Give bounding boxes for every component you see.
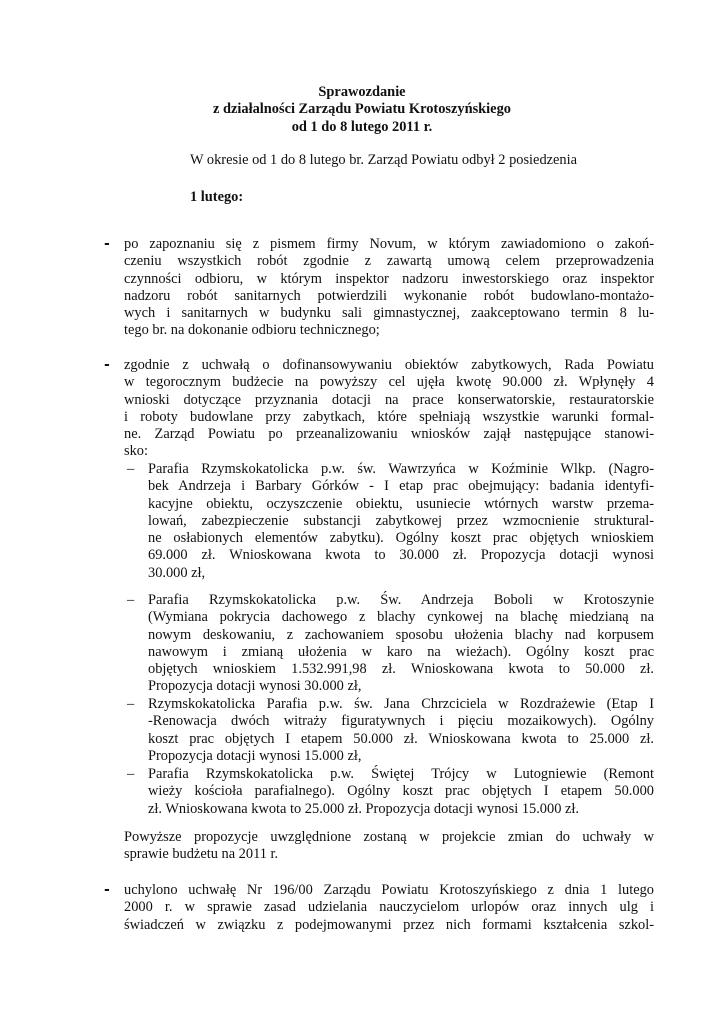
meeting-date-heading: 1 lutego: <box>190 189 244 205</box>
report-period: od 1 do 8 lutego 2011 r. <box>291 118 433 135</box>
report-heading <box>0 84 724 136</box>
text-line: wieży kościoła parafialnego). Ogólny koszt prac objętych I etapem 50.000 <box>148 783 654 800</box>
text-line: 2000 r. w sprawie zasad udzielania nauczycielom urlopów oraz innych ulg i <box>124 899 654 916</box>
bullet-marker: - <box>104 236 110 252</box>
text-line: zgodnie z uchwałą o dofinansowywaniu obiektów zabytkowych, Rada Powiatu <box>124 357 654 373</box>
text-line: tego br. na dokonanie odbioru technicznego; <box>124 322 380 339</box>
text-line: po zapoznaniu się z pismem firmy Novum, w którym zawiadomiono o zakoń- <box>124 236 654 252</box>
text-line: Powyższe propozycje uwzględnione zostaną w projekcie zmian do uchwały w <box>124 829 654 845</box>
report-subtitle: z działalności Zarządu Powiatu Krotoszyńskiego <box>213 101 511 118</box>
text-line: i roboty budowlane przy zabytkach, które spełniają wszystkie warunki formal- <box>124 408 654 425</box>
text-line: nawowym i zmianą ułożenia w karo na wieżach). Ogólny koszt prac <box>148 643 654 660</box>
text-line: uchylono uchwałę Nr 196/00 Zarządu Powiatu Krotoszyńskiego z dnia 1 lutego <box>124 882 654 898</box>
bullet-marker: - <box>104 882 110 898</box>
report-title: Sprawozdanie <box>318 84 406 100</box>
dash-marker: – <box>127 461 135 477</box>
bullet-marker: - <box>104 357 110 373</box>
text-line: sprawie budżetu na 2011 r. <box>124 846 279 863</box>
dash-marker: – <box>127 592 135 608</box>
subitem-lutogniew-parish <box>148 766 654 818</box>
dash-marker: – <box>127 696 135 712</box>
text-line: czeniu wszystkich robót zgodnie z zawartą umową celem przeprowadzenia <box>124 253 654 270</box>
list-item-resolution-repeal <box>124 882 654 934</box>
text-line: ne osłabionych elementów zabytku). Ogólny koszt prac objętych wnioskiem <box>148 530 654 547</box>
text-line: bek Andrzeja i Barbary Górków - I etap prac obejmujący: badania identyfi- <box>148 478 654 495</box>
text-line: 69.000 zł. Wnioskowana kwota to 30.000 zł. Propozycja dotacji wynosi <box>148 547 654 564</box>
text-line: lowań, zabezpieczenie substancji zabytkowej przez wzmocnienie struktural- <box>148 512 654 529</box>
text-line: nowym deskowaniu, z zachowaniem sposobu ułożenia blachy nad korpusem <box>148 626 654 643</box>
text-line: zł. Wnioskowana kwota to 25.000 zł. Propozycja dotacji wynosi 15.000 zł. <box>148 800 579 817</box>
text-line: Parafia Rzymskokatolicka p.w. Św. Andrzeja Boboli w Krotoszynie <box>148 592 654 608</box>
text-line: 30.000 zł, <box>148 564 206 581</box>
text-line: w tegorocznym budżecie na powyższy cel ujęła kwotę 90.000 zł. Wpłynęły 4 <box>124 374 654 391</box>
text-line: nadzoru robót sanitarnych potwierdzili wykonanie robót budowlano-montażo- <box>124 287 654 304</box>
budget-note-paragraph <box>124 829 654 864</box>
text-line: -Renowacja dwóch witraży figuratywnych i pięciu mozaikowych). Ogólny <box>148 713 654 730</box>
list-item-monument-grants <box>124 357 654 461</box>
text-line: ne. Zarząd Powiatu po przeanalizowaniu wniosków zajął następujące stanowi- <box>124 426 654 443</box>
list-item-novum-acceptance <box>124 236 654 340</box>
text-line: wych i sanitarnych w budynku sali gimnastycznej, zaakceptowano termin 8 lu- <box>124 305 654 322</box>
text-line: (Wymiana pokrycia dachowego z blachy cynkowej na blachę miedzianą na <box>148 609 654 626</box>
subitem-rozdrazew-parish <box>148 696 654 765</box>
text-line: kacyjne obiektu, oczyszczenie obiektu, usuniecie wtórnych warstw przema- <box>148 495 654 512</box>
subitem-kozmin-parish <box>148 461 654 582</box>
text-line: Parafia Rzymskokatolicka p.w. św. Wawrzyńca w Koźminie Wlkp. (Nagro- <box>148 461 654 477</box>
subitem-krotoszyn-parish <box>148 592 654 696</box>
text-line: objętych wnioskiem 1.532.991,98 zł. Wnioskowana kwota to 50.000 zł. <box>148 661 654 678</box>
text-line: Propozycja dotacji wynosi 15.000 zł, <box>148 747 362 764</box>
dash-marker: – <box>127 766 135 782</box>
intro-paragraph: W okresie od 1 do 8 lutego br. Zarząd Powiatu odbył 2 posiedzenia <box>190 152 577 168</box>
text-line: Rzymskokatolicka Parafia p.w. św. Jana Chrzciciela w Rozdrażewie (Etap I <box>148 696 654 712</box>
text-line: sko: <box>124 443 148 460</box>
text-line: świadczeń w związku z podejmowanymi przez nich formami kształcenia szkol- <box>124 916 654 933</box>
text-line: wnioski dotyczące przyznania dotacji na prace konserwatorskie, restauratorskie <box>124 391 654 408</box>
text-line: koszt prac objętych I etapem 50.000 zł. Wnioskowana kwota to 25.000 zł. <box>148 730 654 747</box>
text-line: Parafia Rzymskokatolicka p.w. Świętej Trójcy w Lutogniewie (Remont <box>148 766 654 782</box>
text-line: czynności odbioru, w którym inspektor nadzoru inwestorskiego oraz inspektor <box>124 270 654 287</box>
text-line: Propozycja dotacji wynosi 30.000 zł, <box>148 678 362 695</box>
